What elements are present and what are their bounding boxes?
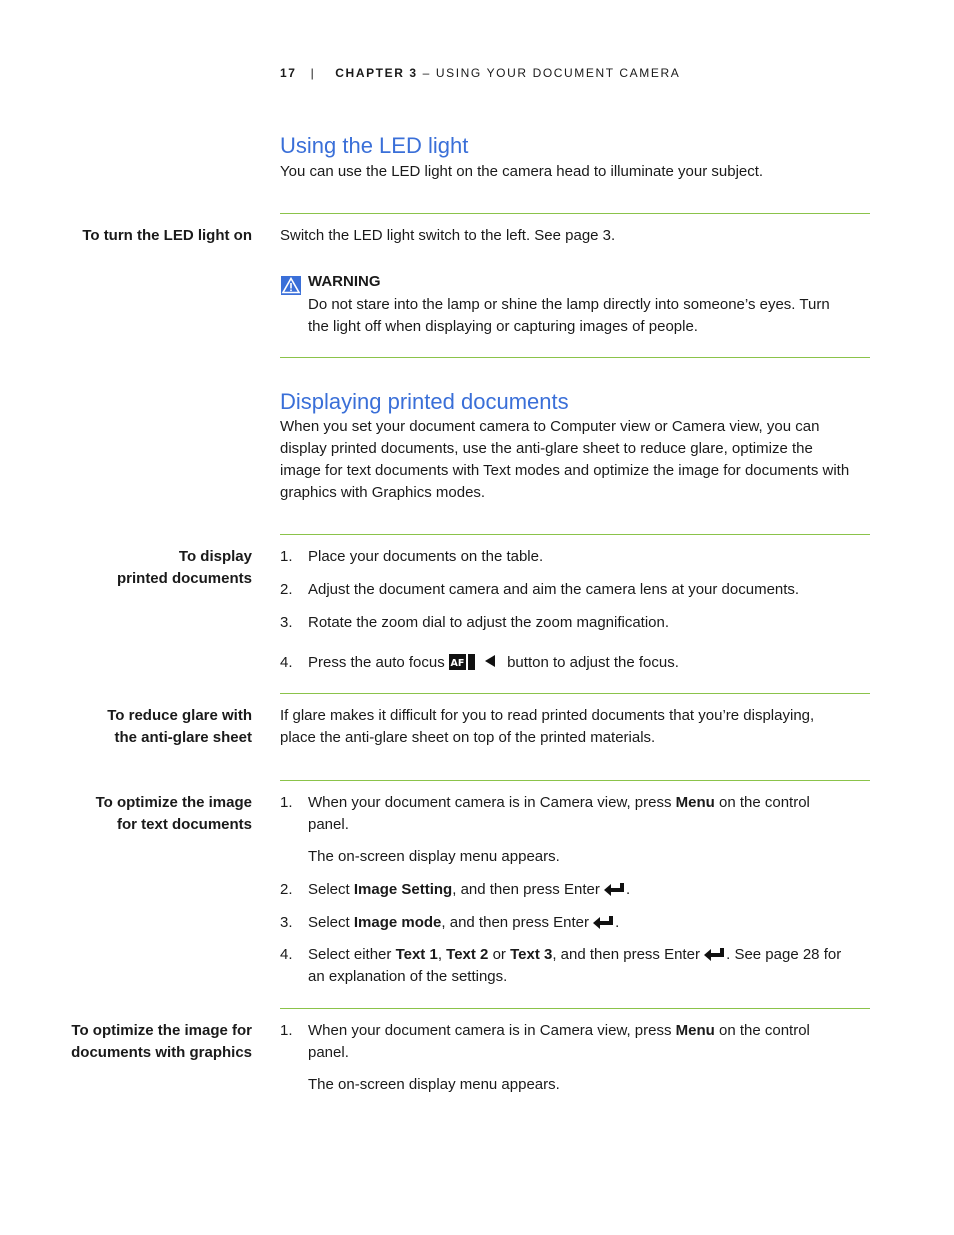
step-number: 4. xyxy=(280,946,293,963)
divider xyxy=(280,693,870,694)
running-header xyxy=(280,64,680,82)
mode-name: Text 2 xyxy=(446,946,489,963)
step-number: 2. xyxy=(280,881,293,898)
divider xyxy=(280,213,870,214)
step-text: When your document camera is in Camera view, press Menu on the control xyxy=(308,794,810,811)
enter-icon xyxy=(704,947,726,961)
mode-name: Text 1 xyxy=(395,946,438,963)
step-text-line2: panel. xyxy=(308,816,349,833)
menu-button-name: Menu xyxy=(675,794,715,811)
step-number: 4. xyxy=(280,654,293,671)
step-text: Rotate the zoom dial to adjust the zoom magnification. xyxy=(308,614,670,631)
divider xyxy=(280,357,870,358)
step-text: When your document camera is in Camera view, press Menu on the control xyxy=(308,1022,810,1039)
step-number: 1. xyxy=(280,1022,293,1039)
procedure-text-turn-on: Switch the LED light switch to the left. See page 3. xyxy=(280,227,616,244)
auto-focus-icon xyxy=(449,654,503,677)
step-text: Select Image Setting, and then press Enter . xyxy=(308,881,631,898)
procedure-label-glare xyxy=(40,705,252,749)
step-text: Adjust the document camera and aim the camera lens at your documents. xyxy=(308,581,800,598)
section-intro-line3: image for text documents with Text modes and optimize the image for documents with xyxy=(280,462,850,479)
chapter-title: – USING YOUR DOCUMENT CAMERA xyxy=(422,66,681,80)
warning-icon xyxy=(281,276,301,295)
procedure-label-line2: for text documents xyxy=(116,816,252,833)
procedure-label-graphics-docs xyxy=(40,1020,252,1064)
warning-title: WARNING xyxy=(308,273,381,290)
enter-icon xyxy=(604,882,626,896)
procedure-label-line2: printed documents xyxy=(116,570,252,587)
step-text-post: button to adjust the focus. xyxy=(507,654,679,671)
step-text: Place your documents on the table. xyxy=(308,548,544,565)
step-result: The on-screen display menu appears. xyxy=(308,1076,560,1093)
step-number: 2. xyxy=(280,581,293,598)
mode-name: Text 3 xyxy=(510,946,553,963)
step-text xyxy=(308,652,870,677)
enter-icon xyxy=(593,915,615,929)
section-title-printed-docs: Displaying printed documents xyxy=(280,389,569,414)
divider xyxy=(280,1008,870,1009)
procedure-text-glare-line1: If glare makes it difficult for you to read printed documents that you’re displaying, xyxy=(280,707,815,724)
step-text-line2: panel. xyxy=(308,1044,349,1061)
section-title-led: Using the LED light xyxy=(280,133,469,158)
menu-item-name: Image mode xyxy=(353,914,442,931)
procedure-label-display xyxy=(40,546,252,590)
step-number: 1. xyxy=(280,794,293,811)
section-intro-line4: graphics with Graphics modes. xyxy=(280,484,486,501)
section-intro-line2: display printed documents, use the anti-glare sheet to reduce glare, optimize the xyxy=(280,440,813,457)
section-intro-led: You can use the LED light on the camera head to illuminate your subject. xyxy=(280,163,764,180)
step-text: Select either Text 1, Text 2 or Text 3, and then press Enter . See page 28 for xyxy=(308,946,842,963)
warning-text-line1: Do not stare into the lamp or shine the lamp directly into someone’s eyes. Turn xyxy=(308,296,830,313)
procedure-label-line2: the anti-glare sheet xyxy=(114,729,252,746)
procedure-label-line1: To optimize the image xyxy=(95,794,252,811)
procedure-label-line1: To display xyxy=(178,548,252,565)
chapter-label: CHAPTER 3 xyxy=(335,66,418,80)
procedure-label-line1: To optimize the image for xyxy=(71,1022,252,1039)
menu-item-name: Image Setting xyxy=(353,881,453,898)
procedure-label-line1: To reduce glare with xyxy=(107,707,252,724)
step-result: The on-screen display menu appears. xyxy=(308,848,560,865)
step-number: 3. xyxy=(280,914,293,931)
step-number: 3. xyxy=(280,614,293,631)
section-intro-line1: When you set your document camera to Computer view or Camera view, you can xyxy=(280,418,820,435)
step-number: 1. xyxy=(280,548,293,565)
page-number: 17 xyxy=(280,66,297,80)
header-separator: | xyxy=(310,66,316,80)
auto-focus-icon-label: AF xyxy=(450,658,465,669)
menu-button-name: Menu xyxy=(675,1022,715,1039)
procedure-label-turn-on: To turn the LED light on xyxy=(82,227,252,244)
procedure-label-text-docs xyxy=(40,792,252,836)
divider xyxy=(280,534,870,535)
warning-text-line2: the light off when displaying or capturing images of people. xyxy=(308,318,698,335)
divider xyxy=(280,780,870,781)
step-text: Select Image mode, and then press Enter . xyxy=(308,914,620,931)
procedure-label-line2: documents with graphics xyxy=(71,1044,252,1061)
step-text-line2: an explanation of the settings. xyxy=(308,968,508,985)
procedure-text-glare-line2: place the anti-glare sheet on top of the printed materials. xyxy=(280,729,656,746)
step-text-pre: Press the auto focus xyxy=(308,654,445,671)
